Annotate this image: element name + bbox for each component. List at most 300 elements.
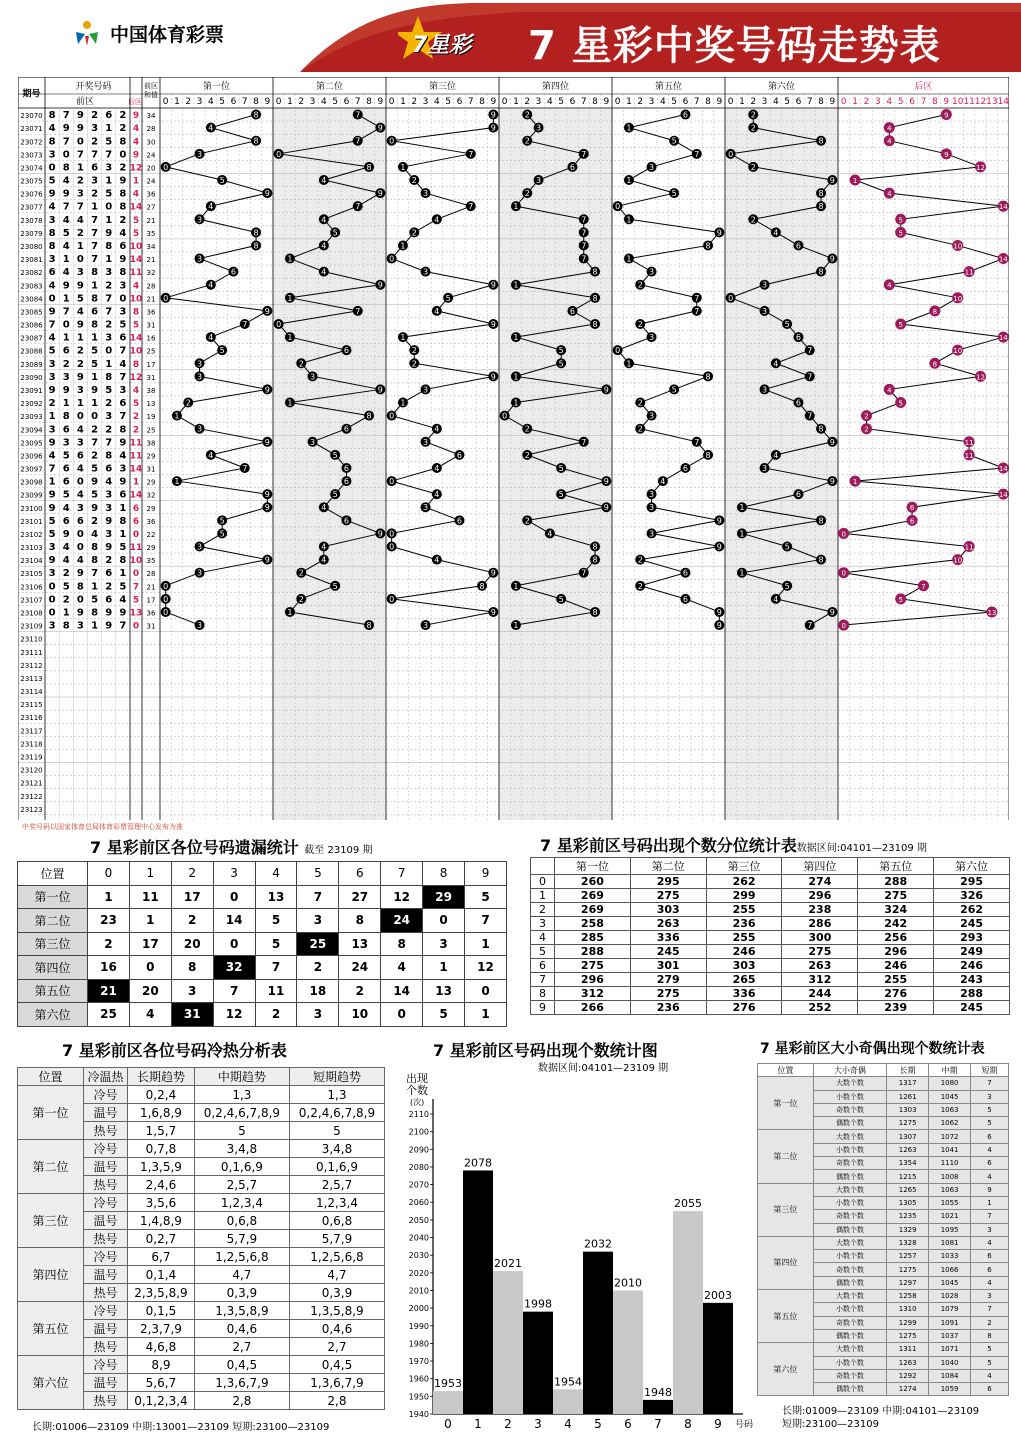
ball-label: 1 — [739, 503, 745, 513]
prize-digit: 0 — [76, 542, 84, 554]
counts-pos-header: 第一位 — [555, 858, 631, 875]
back-ball-label: 7 — [921, 582, 926, 591]
x-tick-label: 3 — [534, 1417, 542, 1431]
hotcold-value: 6,7 — [128, 1248, 195, 1266]
ball-label: 0 — [728, 149, 734, 159]
ball-label: 8 — [253, 110, 259, 120]
period-label: 23071 — [20, 125, 43, 134]
bigsmall-value: 8 — [971, 1329, 1009, 1342]
prize-digit: 1 — [91, 280, 99, 292]
prize-digit: 9 — [48, 489, 56, 501]
back-number: 4 — [132, 385, 140, 396]
prize-digit: 2 — [91, 515, 99, 527]
back-ball-label: 0 — [841, 530, 846, 539]
prize-digit: 9 — [105, 542, 113, 554]
ball-label: 9 — [716, 516, 722, 526]
prize-digit: 6 — [119, 332, 127, 344]
missing-pos-label: 第一位 — [18, 885, 88, 909]
ball-label: 0 — [389, 594, 395, 604]
bigsmall-value: 3 — [971, 1090, 1009, 1103]
ball-label: 3 — [197, 542, 203, 552]
prize-digit: 8 — [48, 110, 56, 122]
sum-value: 21 — [146, 256, 156, 265]
ball-label: 8 — [253, 241, 259, 251]
back-number: 5 — [132, 215, 140, 226]
counts-value: 301 — [630, 959, 706, 973]
hotcold-value: 2,5,7 — [289, 1176, 384, 1194]
prize-digit: 2 — [105, 555, 113, 567]
hotcold-cat: 热号 — [84, 1230, 128, 1248]
hotcold-value: 0,2,4,6,7,8,9 — [289, 1104, 384, 1122]
sum-value: 28 — [146, 282, 156, 291]
prize-digit: 2 — [76, 358, 84, 370]
back-ball-label: 4 — [887, 124, 892, 133]
ball-label: 6 — [682, 110, 688, 120]
lottery-logo-text: 中国体育彩票 — [110, 24, 225, 46]
ball-label: 2 — [637, 555, 643, 565]
hotcold-value: 0,1,2,3,4 — [128, 1392, 195, 1410]
back-ball-label: 2 — [864, 425, 869, 434]
digit-header: 9 — [716, 97, 723, 107]
back-digit-header: 8 — [932, 97, 938, 107]
sum-value: 38 — [146, 439, 156, 448]
hotcold-value: 0,6,8 — [289, 1212, 384, 1230]
prize-digit: 8 — [62, 162, 70, 174]
ball-label: 3 — [649, 490, 655, 500]
bigsmall-value: 5 — [971, 1117, 1009, 1130]
ball-label: 1 — [739, 529, 745, 539]
hotcold-pos: 第一位 — [18, 1086, 84, 1140]
prize-digit: 2 — [91, 424, 99, 436]
ball-label: 1 — [400, 241, 406, 251]
sum-value: 34 — [146, 112, 156, 121]
ball-label: 3 — [197, 372, 203, 382]
prize-digit: 5 — [91, 594, 99, 606]
brand-text: 7星彩 — [412, 33, 472, 58]
missing-value: 23 — [88, 909, 130, 933]
bar-value-label: 2010 — [614, 1276, 642, 1290]
period-label: 23074 — [20, 164, 43, 173]
counts-table — [530, 857, 1010, 1015]
bigsmall-value: 3 — [971, 1223, 1009, 1236]
prize-digit: 7 — [91, 254, 99, 266]
ball-label: 1 — [287, 333, 293, 343]
counts-value: 295 — [934, 875, 1010, 889]
period-label: 23119 — [20, 753, 43, 762]
prize-digit: 1 — [91, 332, 99, 344]
col-period-header: 期号 — [22, 89, 41, 100]
ball-label: 7 — [807, 411, 813, 421]
sum-value: 30 — [146, 138, 156, 147]
bigsmall-value: 1055 — [929, 1196, 971, 1209]
y-tick-label: 2030 — [408, 1251, 429, 1261]
prize-digit: 7 — [91, 214, 99, 226]
prize-digit: 6 — [62, 463, 70, 475]
prize-digit: 9 — [48, 306, 56, 318]
prize-digit: 1 — [91, 201, 99, 213]
prize-digit: 3 — [48, 424, 56, 436]
ball-label: 0 — [389, 529, 395, 539]
page-header — [0, 0, 1021, 72]
counts-value: 245 — [934, 1001, 1010, 1015]
counts-value: 242 — [858, 917, 934, 931]
prize-digit: 1 — [119, 502, 127, 514]
digit-header: 9 — [490, 97, 497, 107]
digit-header: 5 — [671, 97, 678, 107]
prize-digit: 2 — [105, 424, 113, 436]
ball-label: 0 — [163, 594, 169, 604]
prize-digit: 1 — [91, 581, 99, 593]
back-number: 13 — [129, 608, 143, 619]
counts-value: 275 — [630, 987, 706, 1001]
ball-label: 2 — [637, 319, 643, 329]
ball-label: 2 — [411, 228, 417, 238]
bigsmall-cat: 大数个数 — [813, 1290, 887, 1303]
ball-label: 4 — [208, 123, 214, 133]
missing-value: 18 — [297, 979, 339, 1003]
bigsmall-value: 1257 — [887, 1250, 929, 1263]
prize-digit: 4 — [48, 123, 56, 135]
ball-label: 7 — [694, 306, 700, 316]
ball-label: 2 — [637, 280, 643, 290]
bigsmall-value: 1275 — [887, 1329, 929, 1342]
missing-value: 20 — [171, 932, 213, 956]
digit-header: 7 — [693, 97, 700, 107]
prize-digit: 4 — [76, 306, 84, 318]
missing-digit-header: 8 — [423, 862, 465, 886]
prize-digit: 1 — [119, 528, 127, 540]
back-ball-label: 1 — [852, 478, 858, 487]
hotcold-pos: 第四位 — [18, 1248, 84, 1302]
bigsmall-cat: 偶数个数 — [813, 1223, 887, 1236]
back-digit-header: 7 — [920, 97, 927, 107]
prize-digit: 2 — [76, 227, 84, 239]
prize-digit: 0 — [76, 476, 84, 488]
bigsmall-footer-line1: 长期:01009—23109 中期:04101—23109 — [782, 1406, 980, 1417]
bar-value-label: 1998 — [524, 1297, 552, 1311]
digit-header: 8 — [253, 97, 259, 107]
prize-digit: 0 — [48, 581, 56, 593]
period-label: 23094 — [20, 426, 43, 435]
y-tick-label: 2080 — [408, 1162, 429, 1172]
prize-digit: 6 — [119, 489, 127, 501]
back-number: 14 — [129, 255, 143, 266]
ball-label: 4 — [434, 555, 440, 565]
ball-label: 5 — [671, 136, 677, 146]
bigsmall-value: 1263 — [887, 1143, 929, 1156]
ball-label: 7 — [694, 437, 700, 447]
ball-label: 9 — [603, 503, 609, 513]
ball-label: 0 — [163, 581, 169, 591]
period-label: 23083 — [20, 282, 43, 291]
prize-digit: 3 — [119, 306, 127, 318]
ball-label: 1 — [287, 607, 293, 617]
prize-digit: 9 — [119, 607, 127, 619]
ball-label: 3 — [762, 306, 768, 316]
back-number: 4 — [132, 281, 140, 292]
counts-value: 275 — [630, 889, 706, 903]
digit-header: 0 — [388, 97, 395, 107]
hotcold-value: 5 — [194, 1122, 289, 1140]
bigsmall-value: 1275 — [887, 1117, 929, 1130]
bigsmall-value: 6 — [971, 1157, 1009, 1170]
missing-value: 7 — [255, 956, 297, 980]
hotcold-value: 1,2,5,6,8 — [194, 1248, 289, 1266]
digit-header: 8 — [592, 97, 598, 107]
counts-value: 336 — [706, 987, 782, 1001]
prize-digit: 0 — [62, 319, 70, 331]
period-label: 23090 — [20, 373, 43, 382]
back-ball-label: 5 — [898, 320, 903, 329]
prize-digit: 8 — [119, 515, 127, 527]
bar-value-label: 2078 — [464, 1156, 492, 1170]
bar-value-label: 1953 — [434, 1377, 462, 1391]
counts-value: 296 — [858, 945, 934, 959]
missing-value: 27 — [339, 885, 381, 909]
prize-digit: 8 — [91, 293, 99, 305]
ball-label: 4 — [434, 424, 440, 434]
bar — [673, 1211, 703, 1414]
prize-digit: 7 — [119, 620, 127, 632]
ball-label: 1 — [513, 621, 519, 631]
missing-value: 5 — [423, 1003, 465, 1027]
hotcold-table — [17, 1067, 385, 1410]
bigsmall-cat: 大数个数 — [813, 1183, 887, 1196]
bigsmall-value: 1258 — [887, 1290, 929, 1303]
prize-digit: 7 — [91, 227, 99, 239]
missing-value: 32 — [213, 956, 255, 980]
back-digit-header: 9 — [943, 97, 950, 107]
back-number: 11 — [129, 268, 143, 279]
missing-value: 12 — [381, 885, 423, 909]
digit-header: 1 — [513, 97, 519, 107]
digit-header: 1 — [400, 97, 406, 107]
digit-header: 3 — [309, 97, 316, 107]
back-ball-label: 11 — [964, 268, 974, 277]
ball-label: 3 — [423, 267, 429, 277]
bigsmall-cat: 偶数个数 — [813, 1117, 887, 1130]
bigsmall-value: 1072 — [929, 1130, 971, 1143]
counts-value: 265 — [706, 973, 782, 987]
prize-digit: 3 — [105, 502, 113, 514]
ball-label: 9 — [829, 254, 835, 264]
missing-value: 3 — [171, 979, 213, 1003]
ball-label: 4 — [321, 215, 327, 225]
prize-digit: 1 — [48, 476, 56, 488]
missing-digit-header: 5 — [297, 862, 339, 886]
prize-digit: 4 — [62, 240, 70, 252]
x-tick-label: 6 — [624, 1417, 632, 1431]
counts-value: 266 — [555, 1001, 631, 1015]
bigsmall-value: 1045 — [929, 1276, 971, 1289]
y-tick-label: 2050 — [408, 1215, 429, 1225]
sum-value: 36 — [146, 517, 156, 526]
prize-digit: 5 — [48, 345, 56, 357]
digit-header: 1 — [174, 97, 180, 107]
ball-label: 2 — [750, 123, 756, 133]
ball-label: 4 — [321, 555, 327, 565]
prize-digit: 0 — [119, 293, 127, 305]
back-number: 2 — [132, 425, 140, 436]
prize-digit: 0 — [76, 254, 84, 266]
hotcold-value: 1,5,7 — [128, 1122, 195, 1140]
ball-label: 6 — [795, 398, 801, 408]
ball-label: 4 — [773, 228, 779, 238]
ball-label: 9 — [264, 490, 270, 500]
counts-row — [531, 959, 1010, 973]
missing-header-row — [18, 862, 507, 886]
prize-digit: 4 — [48, 280, 56, 292]
digit-header: 8 — [705, 97, 711, 107]
counts-pos-header: 第五位 — [858, 858, 934, 875]
prize-digit: 4 — [91, 528, 99, 540]
hotcold-value: 0,2,4,6,7,8,9 — [194, 1104, 289, 1122]
ball-label: 7 — [581, 568, 587, 578]
ball-label: 6 — [795, 490, 801, 500]
prize-digit: 1 — [62, 254, 70, 266]
bigsmall-value: 1292 — [887, 1369, 929, 1382]
back-number: 4 — [132, 189, 140, 200]
missing-value: 11 — [255, 979, 297, 1003]
bigsmall-value: 1063 — [929, 1183, 971, 1196]
back-ball-label: 12 — [976, 373, 985, 382]
prize-digit: 1 — [76, 398, 84, 410]
ball-label: 9 — [377, 280, 383, 290]
missing-value: 0 — [129, 956, 171, 980]
bigsmall-value: 5 — [971, 1343, 1009, 1356]
ball-label: 8 — [818, 267, 824, 277]
hotcold-value: 4,7 — [289, 1266, 384, 1284]
prize-digit: 9 — [76, 123, 84, 135]
hotcold-header: 位置 — [18, 1068, 84, 1086]
period-label: 23121 — [20, 779, 43, 788]
hotcold-cat: 冷号 — [84, 1248, 128, 1266]
bigsmall-title: 7 星彩前区大小奇偶出现个数统计表 — [760, 1041, 985, 1057]
bigsmall-cat: 大数个数 — [813, 1130, 887, 1143]
prize-digit: 8 — [76, 581, 84, 593]
ball-label: 8 — [592, 542, 598, 552]
counts-value: 336 — [630, 931, 706, 945]
hotcold-cat: 温号 — [84, 1374, 128, 1392]
prize-digit: 7 — [119, 371, 127, 383]
bigsmall-cat: 偶数个数 — [813, 1276, 887, 1289]
period-label: 23103 — [20, 544, 43, 553]
digit-header: 6 — [795, 97, 802, 107]
hotcold-value: 1,4,8,9 — [128, 1212, 195, 1230]
hotcold-value: 4,7 — [194, 1266, 289, 1284]
y-tick-label: 2110 — [408, 1110, 429, 1119]
ball-label: 9 — [829, 607, 835, 617]
ball-label: 2 — [524, 136, 530, 146]
counts-value: 269 — [555, 889, 631, 903]
hotcold-cat: 温号 — [84, 1320, 128, 1338]
prize-digit: 6 — [48, 267, 56, 279]
bigsmall-pos: 第二位 — [758, 1130, 814, 1183]
ball-label: 9 — [490, 607, 496, 617]
missing-value: 13 — [423, 979, 465, 1003]
hotcold-cat: 冷号 — [84, 1356, 128, 1374]
ball-label: 3 — [649, 162, 655, 172]
sum-value: 24 — [146, 151, 156, 160]
prize-digit: 4 — [62, 502, 70, 514]
back-ball-label: 1 — [852, 176, 858, 185]
counts-digit: 5 — [531, 945, 555, 959]
prize-digit: 5 — [119, 542, 127, 554]
sum-value: 34 — [146, 242, 156, 251]
prize-digit: 3 — [48, 542, 56, 554]
back-ball-label: 14 — [998, 334, 1008, 343]
x-tick-label: 4 — [564, 1417, 572, 1431]
digit-header: 5 — [445, 97, 452, 107]
prize-digit: 8 — [91, 267, 99, 279]
col-prize-header: 开奖号码 — [75, 82, 112, 92]
digit-header: 7 — [354, 97, 361, 107]
ball-label: 0 — [163, 607, 169, 617]
x-tick-label: 0 — [444, 1417, 452, 1431]
bigsmall-value: 1079 — [929, 1303, 971, 1316]
bigsmall-value: 1037 — [929, 1329, 971, 1342]
missing-value: 3 — [297, 1003, 339, 1027]
prize-digit: 5 — [62, 450, 70, 462]
period-label: 23098 — [20, 478, 43, 487]
missing-value: 2 — [255, 1003, 297, 1027]
position-header-5: 第五位 — [654, 82, 683, 92]
prize-digit: 2 — [62, 594, 70, 606]
bigsmall-value: 1028 — [929, 1290, 971, 1303]
back-number: 9 — [132, 150, 140, 161]
period-label: 23107 — [20, 596, 43, 605]
back-ball-label: 5 — [898, 595, 903, 604]
missing-value: 3 — [423, 932, 465, 956]
ball-label: 3 — [536, 175, 542, 185]
counts-pos-header: 第六位 — [934, 858, 1010, 875]
counts-row — [531, 875, 1010, 889]
missing-value: 1 — [465, 1003, 507, 1027]
back-number: 5 — [132, 595, 140, 606]
ball-label: 3 — [649, 267, 655, 277]
ball-label: 2 — [524, 516, 530, 526]
ball-label: 8 — [592, 293, 598, 303]
prize-digit: 6 — [105, 463, 113, 475]
missing-value: 5 — [255, 909, 297, 933]
prize-digit: 2 — [91, 188, 99, 200]
ball-label: 6 — [682, 568, 688, 578]
ball-label: 1 — [513, 398, 519, 408]
sum-value: 25 — [146, 347, 156, 356]
digit-header: 0 — [727, 97, 734, 107]
counts-value: 245 — [630, 945, 706, 959]
missing-value: 25 — [88, 1003, 130, 1027]
prize-digit: 3 — [76, 188, 84, 200]
period-label: 23087 — [20, 334, 43, 343]
ball-label: 3 — [197, 359, 203, 369]
ball-label: 8 — [818, 555, 824, 565]
ball-label: 3 — [423, 437, 429, 447]
ball-label: 1 — [287, 398, 293, 408]
back-number: 10 — [129, 556, 143, 567]
ball-label: 4 — [773, 594, 779, 604]
digit-header: 8 — [479, 97, 485, 107]
counts-row — [531, 1001, 1010, 1015]
bigsmall-value: 1008 — [929, 1170, 971, 1183]
hotcold-value: 1,3,5,8,9 — [289, 1302, 384, 1320]
back-number: 6 — [132, 503, 140, 514]
bigsmall-cat: 偶数个数 — [813, 1329, 887, 1342]
back-number: 1 — [132, 176, 140, 187]
bigsmall-row — [758, 1130, 1009, 1143]
ball-label: 7 — [242, 463, 248, 473]
prize-digit: 3 — [48, 214, 56, 226]
